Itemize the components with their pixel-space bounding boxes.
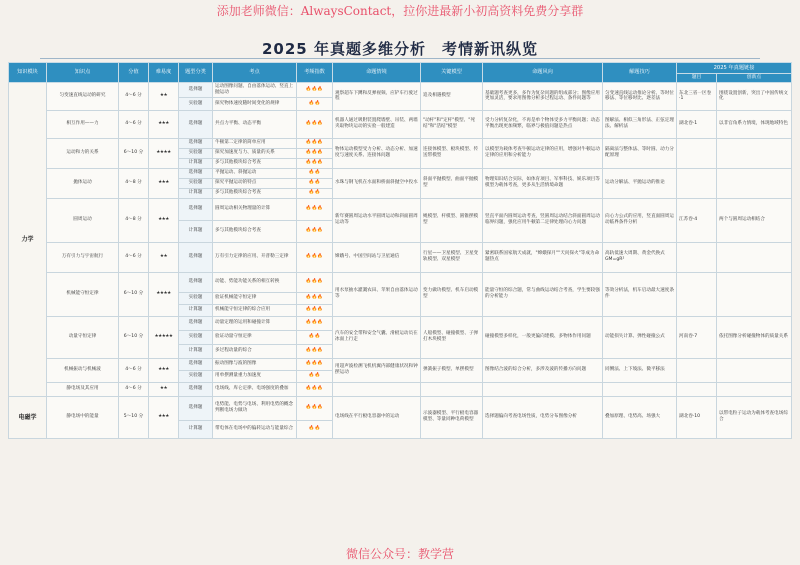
header-question: 题目 [677,74,717,83]
frequency: 🔥🔥🔥 [297,292,333,304]
model: 变力做功模型、机车启动模型 [421,272,483,316]
header-trend: 命题风向 [483,63,603,83]
technique: 隔离法与整体法、等时圆、动力分配原理 [603,138,677,168]
innovation: 以非官角系力情境，体现地域特色 [717,110,792,138]
knowledge-point: 圆周运动 [47,198,119,242]
question-type: 选择题 [179,396,213,420]
trend: 图像结合波的综合分析，多涉及波的传播方向问题 [483,358,603,382]
frequency: 🔥🔥🔥 [297,138,333,148]
model: 弹簧振子模型、单摆模型 [421,358,483,382]
link [677,382,717,396]
question-type: 选择题 [179,198,213,220]
model: 追及相遇模型 [421,83,483,111]
exam-point: 牛顿第二定律的简单应用 [213,138,297,148]
score: 6～10 分 [119,138,149,168]
innovation: 依托图像分析碰撞物体的质量关系 [717,316,792,358]
knowledge-point: 机械能守恒定律 [47,272,119,316]
analysis-table [8,62,792,439]
context: 观察超车下蹲和反弹视频、应铲车行驶过程 [333,83,421,111]
frequency: 🔥🔥 [297,370,333,382]
frequency: 🔥🔥🔥 [297,110,333,138]
frequency: 🔥🔥 [297,97,333,110]
technique: 叠加原理、电势高、场强大 [603,396,677,438]
frequency: 🔥🔥🔥 [297,316,333,330]
technique: 运动分解法、平抛运动的推论 [603,168,677,198]
context: 物体运动模型受力分析、动态分析、加速度与速度关系、连接体问题 [333,138,421,168]
trend [483,382,603,396]
difficulty: ★★★★ [149,138,179,168]
question-type: 实验题 [179,178,213,188]
exam-point: 圆周运动相关物理量的计算 [213,198,297,220]
model: 绳模型、杆模型、圆锥摆模型 [421,198,483,242]
knowledge-point: 静电场中的能量 [47,396,119,438]
exam-point: 平抛运动、斜抛运动 [213,168,297,178]
trend: 受力分析复杂化，不再是单个物体受多力平衡问题；动态平衡出现更加频繁，临界与极值问题是热点 [483,110,603,138]
knowledge-point: 万有引力与宇宙航行 [47,242,119,272]
header-module: 知识模块 [9,63,47,83]
innovation: 围绕设置创新，突出了中国传统文化 [717,83,792,111]
question-type: 计算题 [179,220,213,242]
trend: 基础题考查更多，多作为复杂问题的组成部分；图像应用更加灵活，要求用图像分析多过程运动、条件问题等 [483,83,603,111]
difficulty: ★★★ [149,198,179,242]
model [421,382,483,396]
score: 4～6 分 [119,110,149,138]
frequency: 🔥🔥 [297,168,333,178]
difficulty: ★★★ [149,358,179,382]
score: 5～10 分 [119,396,149,438]
model: 示波器模型、平行板电容器模型、等量同种电荷模型 [421,396,483,438]
frequency: 🔥🔥🔥 [297,198,333,220]
question-type: 计算题 [179,344,213,358]
technique: 等效分析法，机车启动最大速度条件 [603,272,677,316]
exam-point: 多与其他模块综合考查 [213,158,297,168]
score: 4～6 分 [119,358,149,382]
context: 新年赛圆周运动水平圆周运动和斜面圆周运动等 [333,198,421,242]
frequency: 🔥🔥 [297,188,333,198]
knowledge-point: 静电场及其应用 [47,382,119,396]
trend: 以模型为载体考查牛顿运动定律的应用，增强对牛顿运动定律的应用和分析能力 [483,138,603,168]
exam-point: 振动图像与波的图像 [213,358,297,370]
exam-point: 探究物体速度随时间变化的规律 [213,97,297,110]
title-divider [40,58,760,59]
innovation [717,138,792,168]
context: 电场线在平行板电容器中的运动 [333,396,421,438]
link [677,272,717,316]
technique: 向心力公式的应用，竖直面圆周运动临界条件分析 [603,198,677,242]
header-exam-point: 考点 [213,63,297,83]
question-type: 计算题 [179,304,213,316]
watermark-top: 添加老师微信：AlwaysContact，拉你进最新小初高资料免费分享群 [216,4,584,18]
frequency: 🔥🔥🔥 [297,83,333,98]
technique: 匀变速直线运动推论分析、等时位移法、等位移时比、逐差法 [603,83,677,111]
question-type: 实验题 [179,330,213,344]
context: 水珠与钢飞机在水面和桥面斜抛空中投水 [333,168,421,198]
question-type: 选择题 [179,242,213,272]
question-type: 选择题 [179,272,213,292]
header-score: 分值 [119,63,149,83]
innovation [717,272,792,316]
context: 用超声波检测飞机机翼内部健康状况和钟摆运动 [333,358,421,382]
link [677,358,717,382]
header-innovation: 创新点 [717,74,792,83]
trend: 紧密联系国家航天成就，"嫦娥探月""天问探火"等成为命题热点 [483,242,603,272]
difficulty: ★★ [149,242,179,272]
score: 4～8 分 [119,198,149,242]
exam-point: 共点力平衡、动态平衡 [213,110,297,138]
difficulty: ★★ [149,382,179,396]
context [333,382,421,396]
question-type: 选择题 [179,316,213,330]
technique: 动能损失计算、弹性碰撞公式 [603,316,677,358]
knowledge-point: 抛体运动 [47,168,119,198]
module-mechanics: 力学 [9,83,47,397]
link: 东北三省一区卷·1 [677,83,717,111]
header-knowledge-point: 知识点 [47,63,119,83]
link [677,168,717,198]
frequency: 🔥🔥🔥 [297,272,333,292]
frequency: 🔥🔥🔥 [297,382,333,396]
score: 6～10 分 [119,272,149,316]
question-type: 计算题 [179,188,213,198]
link [677,242,717,272]
header-2025-link: 2025 年真题链接 [677,63,792,74]
question-type: 实验题 [179,370,213,382]
innovation [717,382,792,396]
innovation: 两个与圆周运动相结合 [717,198,792,242]
exam-point: 探究加速度与力、质量的关系 [213,148,297,158]
context: 机器人通过吸附装置爬墙壁、吊装、两墙夹取物块运动的实验一般建造 [333,110,421,138]
difficulty: ★★★ [149,110,179,138]
question-type: 选择题 [179,83,213,98]
score: 4～6 分 [119,83,149,111]
exam-point: 验证动量守恒定律 [213,330,297,344]
header-question-type: 题型分类 [179,63,213,83]
header-frequency: 考频指数 [297,63,333,83]
exam-point: 多与其他模块综合考查 [213,220,297,242]
exam-point: 用单摆测量重力加速度 [213,370,297,382]
knowledge-point: 匀变速直线运动的研究 [47,83,119,111]
question-type: 选择题 [179,168,213,178]
score: 4～6 分 [119,242,149,272]
trend: 碰撞模型多样化，一般更偏向建模、多物体作用问题 [483,316,603,358]
difficulty: ★★★ [149,396,179,438]
model: 连接体模型、板块模型、传送带模型 [421,138,483,168]
knowledge-point: 动量守恒定律 [47,316,119,358]
link [677,138,717,168]
frequency: 🔥🔥🔥 [297,148,333,158]
question-type: 选择题 [179,138,213,148]
frequency: 🔥🔥🔥 [297,242,333,272]
link: 河南卷·7 [677,316,717,358]
innovation [717,168,792,198]
technique: 同侧法、上下坡法、微平移法 [603,358,677,382]
model: 斜面平抛模型、曲面平抛模型 [421,168,483,198]
question-type: 选择题 [179,358,213,370]
score: 6～10 分 [119,316,149,358]
difficulty: ★★★ [149,168,179,198]
technique [603,382,677,396]
exam-point: 探究平抛运动的特点 [213,178,297,188]
score: 4～6 分 [119,382,149,396]
frequency: 🔥🔥 [297,420,333,438]
technique: 高轨低速大周期、黄金代换式 GM=gR² [603,242,677,272]
frequency: 🔥🔥 [297,178,333,188]
question-type: 计算题 [179,158,213,168]
page-title: 2025 年真题多维分析 考情新讯纵览 [262,40,538,58]
knowledge-point: 运动和力的关系 [47,138,119,168]
frequency: 🔥🔥🔥 [297,158,333,168]
exam-point: 动量定理的运用和碰撞计算 [213,316,297,330]
exam-point: 运动图像问题、自由落体运动、竖直上抛运动 [213,83,297,98]
knowledge-point: 机械振动与机械波 [47,358,119,382]
model: "动杆"和"定杆"模型、"死结"和"活结"模型 [421,110,483,138]
model: 行星——卫星模型、卫星变轨模型、双星模型 [421,242,483,272]
question-type: 选择题 [179,110,213,138]
question-type: 实验题 [179,292,213,304]
trend: 竖直平面内圆周运动考查，竖圆周运动结合斜面圆周运动临界问题，强化应用牛顿第二定律处理向心力问题 [483,198,603,242]
frequency: 🔥🔥🔥 [297,220,333,242]
header-model: 关键模型 [421,63,483,83]
link: 江苏卷·4 [677,198,717,242]
context: 嫦娥号、中国空间站与卫星通信 [333,242,421,272]
innovation: 以带电粒子运动为载体考查电场综合 [717,396,792,438]
question-type: 选择题 [179,382,213,396]
model: 人船模型、碰撞模型、子弹打木块模型 [421,316,483,358]
frequency: 🔥🔥🔥 [297,396,333,420]
trend: 能量守恒的综合题，常与曲线运动结合考查，学生要较强的分析能力 [483,272,603,316]
frequency: 🔥🔥🔥 [297,344,333,358]
link: 湖北卷·1 [677,110,717,138]
watermark-bottom: 微信公众号：教学营 [345,547,454,561]
exam-point: 带电体在电场中的偏转运动与能量综合 [213,420,297,438]
frequency: 🔥🔥 [297,330,333,344]
header-technique: 解题技巧 [603,63,677,83]
score: 4～8 分 [119,168,149,198]
question-type: 实验题 [179,148,213,158]
exam-point: 动能、势能功能关系的相互转换 [213,272,297,292]
header-context: 命题情境 [333,63,421,83]
exam-point: 机械能守恒定律的综合应用 [213,304,297,316]
exam-point: 电势能、电势与电场、利用电势的概念判断电场力做功 [213,396,297,420]
context: 汽车的安全带和安全气囊、滑板运动员在冰面上行走 [333,316,421,358]
difficulty: ★★★★ [149,272,179,316]
trend: 物理知识结合实际，如体育项目、军事科技、娱乐项目等模型为载体考查，更多从生活情境命题 [483,168,603,198]
frequency: 🔥🔥🔥 [297,304,333,316]
innovation [717,358,792,382]
trend: 选择题偏向考查电场性质，电势分布图像分析 [483,396,603,438]
exam-point: 万有引力定律的应用、开普勒三定律 [213,242,297,272]
exam-point: 多与其他模块综合考查 [213,188,297,198]
exam-point: 多过程动量的综合 [213,344,297,358]
difficulty: ★★★★★ [149,316,179,358]
question-type: 计算题 [179,420,213,438]
technique: 图解法、相似三角形法、正弦定理法、解析法 [603,110,677,138]
innovation [717,242,792,272]
exam-point: 验证机械能守恒定律 [213,292,297,304]
knowledge-point: 相互作用——力 [47,110,119,138]
exam-point: 电场线、库仑定律、电场强度的叠加 [213,382,297,396]
header-difficulty: 难易度 [149,63,179,83]
module-electromagnetism: 电磁学 [9,396,47,438]
difficulty: ★★ [149,83,179,111]
context: 用水泵抽水灌溉农田、苹果自由落体运动等 [333,272,421,316]
frequency: 🔥🔥🔥 [297,358,333,370]
question-type: 实验题 [179,97,213,110]
link: 湖北卷·10 [677,396,717,438]
